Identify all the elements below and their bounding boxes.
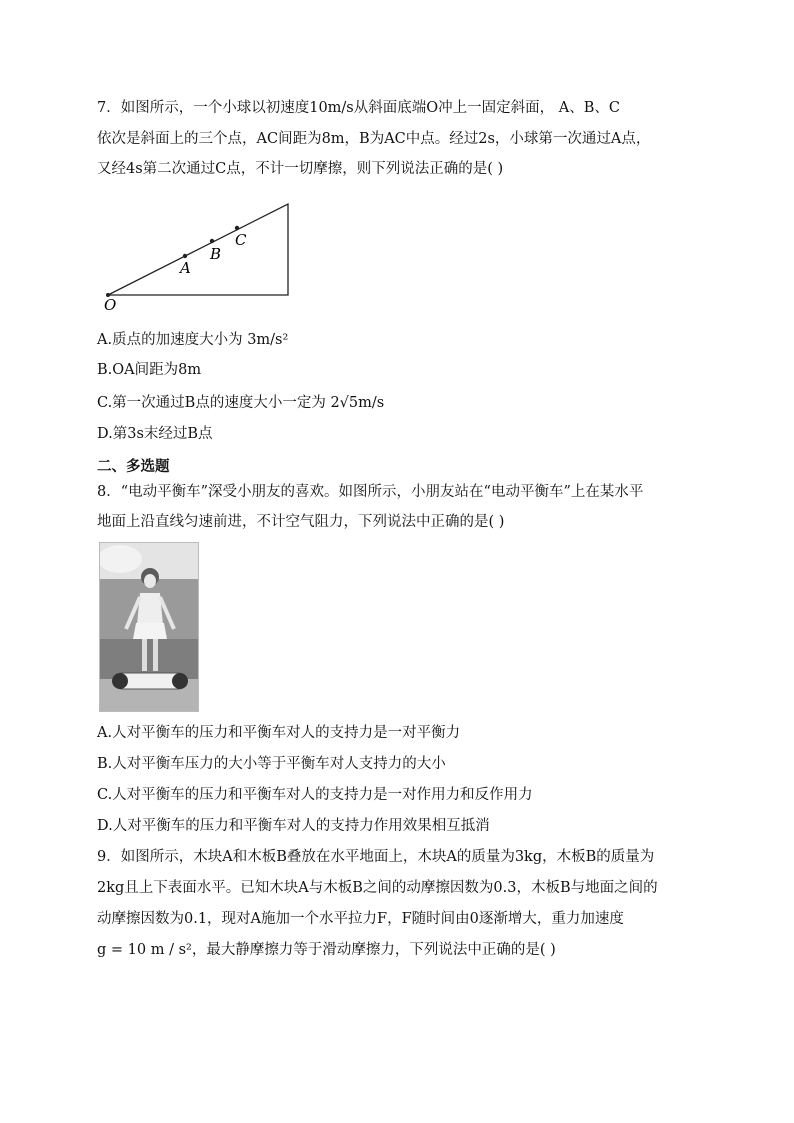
- q9-stem-line-3: 动摩擦因数为0.1，现对A施加一个水平拉力F，F随时间由0逐渐增大，重力加速度: [97, 911, 624, 927]
- q8-option-d: D.人对平衡车的压力和平衡车对人的支持力作用效果相互抵消: [97, 818, 490, 834]
- q9-stem-line-2: 2kg且上下表面水平。已知木块A与木板B之间的动摩擦因数为0.3，木板B与地面之间的: [97, 880, 658, 896]
- label-c: C: [235, 231, 247, 249]
- q8-photo: [99, 542, 199, 712]
- label-o: O: [104, 296, 117, 314]
- point-a: [183, 254, 187, 258]
- q9-stem-line-4: g = 10 m / s²，最大静摩擦力等于滑动摩擦力，下列说法中正确的是( ): [97, 942, 556, 958]
- q9-stem-line-1: 9．如图所示，木块A和木板B叠放在水平地面上，木块A的质量为3kg，木板B的质量为: [97, 849, 655, 865]
- point-c: [235, 226, 239, 230]
- q8-stem-line-2: 地面上沿直线匀速前进，不计空气阻力，下列说法中正确的是( ): [97, 514, 505, 530]
- section-title: 二、多选题: [97, 459, 170, 475]
- q7-stem-line-2: 依次是斜面上的三个点，AC间距为8m，B为AC中点。经过2s，小球第一次通过A点，: [97, 131, 651, 147]
- q8-option-a: A.人对平衡车的压力和平衡车对人的支持力是一对平衡力: [97, 725, 461, 741]
- q7-option-b: B.OA间距为8m: [97, 362, 202, 378]
- q7-stem-line-3: 又经4s第二次通过C点，不计一切摩擦，则下列说法正确的是( ): [97, 161, 504, 177]
- q8-stem-line-1: 8．“电动平衡车”深受小朋友的喜欢。如图所示，小朋友站在“电动平衡车”上在某水平: [97, 484, 644, 500]
- q7-option-a: A.质点的加速度大小为 3m/s²: [97, 332, 289, 348]
- incline-triangle: [108, 204, 288, 295]
- q7-incline-figure: [97, 196, 297, 316]
- q7-option-c: C.第一次通过B点的速度大小一定为 2√5m/s: [97, 395, 385, 411]
- balance-car-photo-illustration: [100, 543, 198, 711]
- point-b: [210, 239, 214, 243]
- q7-option-d: D.第3s末经过B点: [97, 426, 213, 442]
- q7-stem-line-1: 7．如图所示，一个小球以初速度10m/s从斜面底端O冲上一固定斜面， A、B、C: [97, 100, 620, 116]
- q8-option-b: B.人对平衡车压力的大小等于平衡车对人支持力的大小: [97, 756, 446, 772]
- q8-option-c: C.人对平衡车的压力和平衡车对人的支持力是一对作用力和反作用力: [97, 787, 533, 803]
- label-b: B: [210, 245, 222, 263]
- label-a: A: [180, 259, 191, 277]
